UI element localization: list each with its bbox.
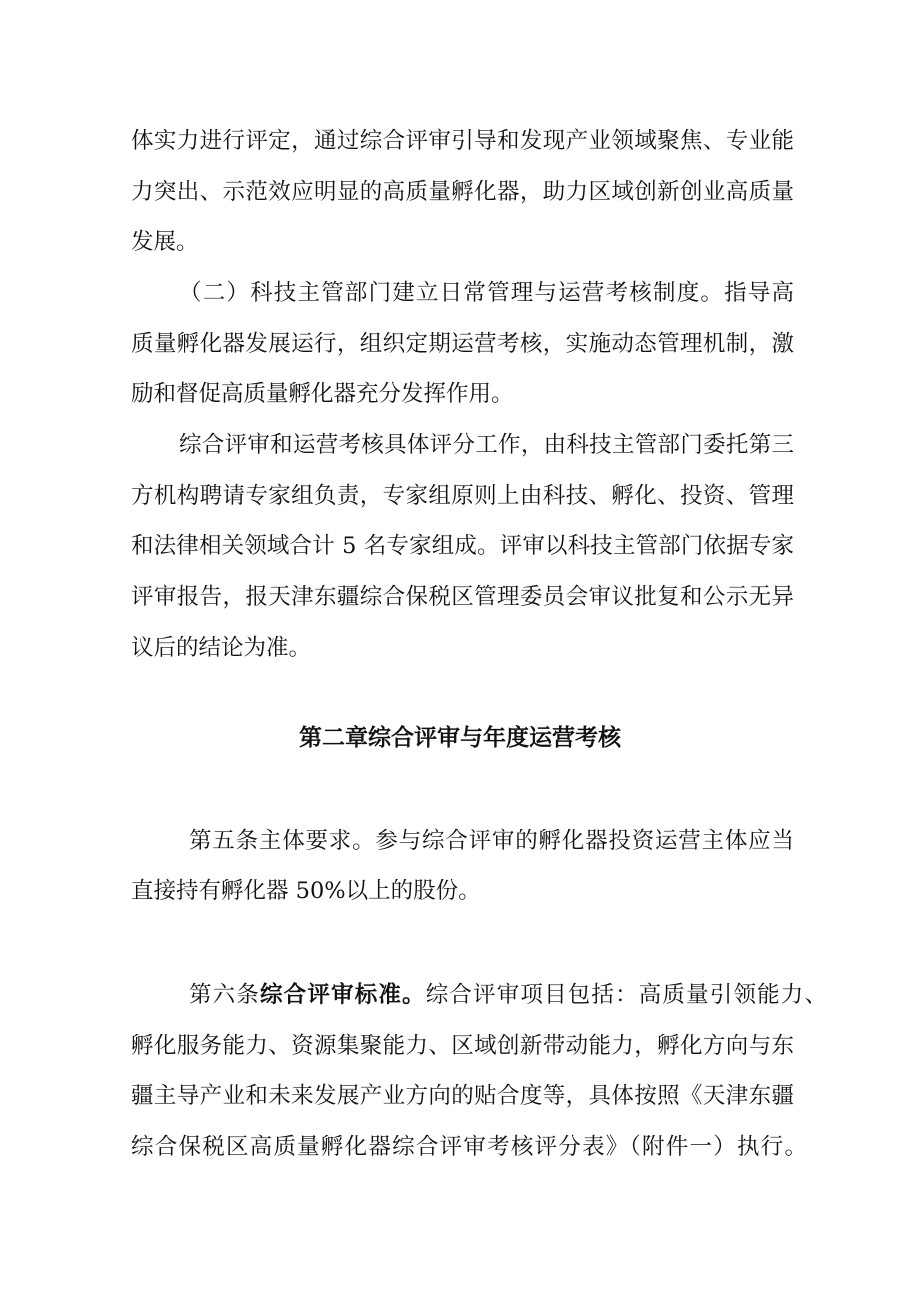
text-line: 力突出、示范效应明显的高质量孵化器，助力区域创新创业高质量: [131, 179, 794, 205]
text-line: （二）科技主管部门建立日常管理与运营考核制度。指导高: [179, 280, 794, 306]
article-number: 第六条: [189, 982, 261, 1008]
article-title: 综合评审标准。: [260, 982, 426, 1008]
article-text: 综合评审项目包括：高质量引领能力、: [425, 982, 827, 1008]
text-line: 方机构聘请专家组负责，专家组原则上由科技、孵化、投资、管理: [131, 483, 794, 509]
text-line: 励和督促高质量孵化器充分发挥作用。: [131, 381, 514, 407]
text-line: 和法律相关领域合计 5 名专家组成。评审以科技主管部门依据专家: [131, 533, 794, 559]
text-line: 评审报告，报天津东疆综合保税区管理委员会审议批复和公示无异: [131, 584, 794, 610]
text-line: [189, 980, 827, 1010]
text-line: 孵化服务能力、资源集聚能力、区域创新带动能力，孵化方向与东: [131, 1033, 794, 1059]
text-line: 直接持有孵化器 50%以上的股份。: [131, 878, 481, 904]
text-line: 质量孵化器发展运行，组织定期运营考核，实施动态管理机制，激: [131, 331, 794, 357]
text-line: 议后的结论为准。: [131, 635, 312, 661]
text-line: 发展。: [131, 229, 199, 255]
text-line: 体实力进行评定，通过综合评审引导和发现产业领域聚焦、专业能: [131, 128, 794, 154]
text-line: 第五条主体要求。参与综合评审的孵化器投资运营主体应当: [189, 828, 794, 854]
text-line: 综合保税区高质量孵化器综合评审考核评分表》（附件一）执行。: [131, 1134, 807, 1160]
chapter-heading: 第二章综合评审与年度运营考核: [299, 724, 621, 751]
text-line: 综合评审和运营考核具体评分工作，由科技主管部门委托第三: [179, 432, 794, 458]
text-line: 疆主导产业和未来发展产业方向的贴合度等，具体按照《天津东疆: [131, 1083, 794, 1109]
